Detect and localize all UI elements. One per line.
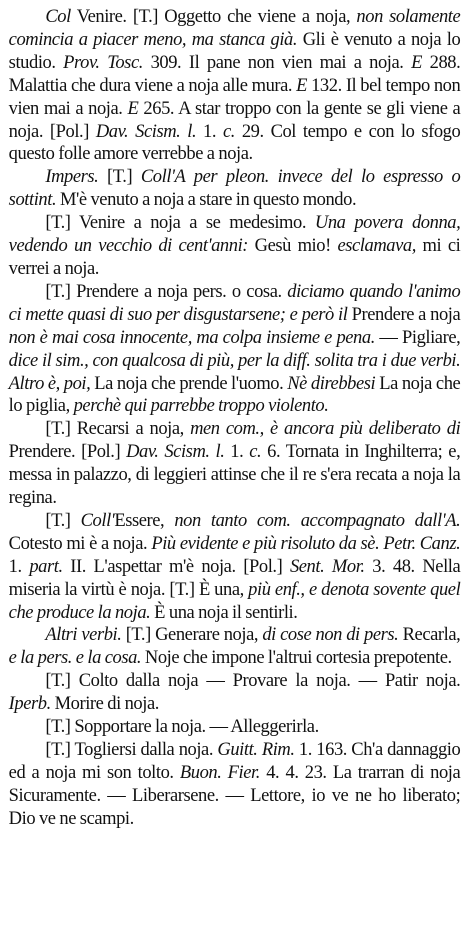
- roman-text: Venire. [T.] Oggetto che viene a noja,: [70, 6, 357, 27]
- roman-text: 309. Il pane non vien mai a noja.: [142, 51, 412, 73]
- roman-text: Gli è venuto a noja lo studio.: [8, 28, 461, 73]
- roman-text: [T.] Colto dalla noja — Provare la noja. — Patir noja.: [45, 670, 461, 692]
- roman-text: II. L'aspettar m'è noja. [Pol.]: [62, 555, 290, 577]
- roman-text: [T.] Generare noja,: [121, 624, 263, 646]
- roman-text: Gesù mio!: [248, 235, 338, 257]
- italic-text: E: [411, 51, 423, 73]
- italic-text: E: [296, 74, 308, 96]
- italic-text: Dav. Scism. l.: [95, 120, 197, 142]
- italic-text: c.: [249, 441, 262, 463]
- roman-text: 1.: [8, 555, 30, 577]
- italic-text: esclamava,: [337, 235, 416, 257]
- entry-impers: [9, 166, 461, 212]
- roman-text: Prendere. [Pol.]: [8, 441, 127, 463]
- entry-venire-a-se-medesimo: [9, 212, 461, 281]
- italic-text: perchè qui parrebbe troppo violento.: [73, 395, 329, 417]
- roman-text: — Pigliare,: [374, 326, 461, 348]
- entry-recarsi-a-noja: [9, 418, 461, 510]
- roman-text: 3. 48. Nella miseria la virtù è noja. [T.] È una,: [8, 555, 461, 600]
- italic-text: non è mai cosa innocente, ma colpa insieme e pena.: [8, 326, 375, 348]
- italic-text: Col: [45, 6, 71, 27]
- entry-col-venire: [9, 6, 461, 166]
- roman-text: 29. Col tempo e con lo sfogo questo folle amore verrebbe a noja.: [8, 120, 461, 165]
- italic-text: c.: [222, 120, 235, 142]
- roman-text: 1. 163. Ch'a dannaggio ed a noja mi son tolto.: [8, 739, 461, 783]
- italic-text: part.: [29, 555, 63, 577]
- roman-text: [T.]: [45, 509, 81, 531]
- italic-text: Coll'A per pleon. invece del lo espresso o sottint.: [8, 166, 461, 211]
- italic-text: Dav. Scism. l.: [126, 441, 225, 463]
- entry-sopportare: [9, 716, 461, 739]
- roman-text: Prendere a noja: [347, 303, 461, 325]
- italic-text: Sent. Mor.: [289, 555, 365, 577]
- entry-prendere-a-noja: [9, 281, 461, 418]
- italic-text: E: [127, 97, 139, 119]
- italic-text: dice il sim., con qualcosa di più, per la diff. solita tra i due verbi. Altro è, poi,: [8, 349, 461, 394]
- italic-text: Impers.: [45, 166, 99, 188]
- roman-text: [T.] Togliersi dalla noja.: [45, 739, 218, 760]
- italic-text: Buon. Fier.: [179, 761, 260, 783]
- italic-text: Più evidente e più risoluto da sè. Petr. Canz.: [151, 532, 461, 554]
- entry-togliersi: [9, 739, 461, 831]
- roman-text: [T.]: [98, 166, 141, 188]
- italic-text: più enf., e denota sovente quel che produce la noja.: [8, 578, 461, 623]
- italic-text: Prov. Tosc.: [63, 51, 143, 73]
- italic-text: diciamo quando l'animo ci mette quasi di suo per disgustarsene; e però il: [8, 280, 461, 325]
- italic-text: Coll': [80, 509, 115, 531]
- italic-text: di cose non di pers.: [262, 624, 399, 646]
- roman-text: [T.] Venire a noja a se medesimo.: [45, 212, 315, 234]
- italic-text: Altri verbi.: [45, 624, 122, 646]
- roman-text: 132. Il bel tempo non vien mai a noja.: [8, 74, 461, 119]
- roman-text: La noja che prende l'uomo.: [90, 372, 288, 394]
- italic-text: Nè direbbesi: [287, 372, 376, 394]
- entry-altri-verbi: [9, 624, 461, 670]
- roman-text: [T.] Prendere a noja pers. o cosa.: [45, 280, 288, 302]
- italic-text: e la pers. e la cosa.: [8, 647, 142, 669]
- italic-text: non tanto com. accompagnato dall'A.: [174, 509, 461, 531]
- roman-text: M'è venuto a noja a stare in questo mondo.: [56, 189, 357, 211]
- roman-text: Recarla,: [398, 624, 461, 646]
- roman-text: È una noja il sentirli.: [150, 601, 298, 623]
- roman-text: Cotesto mi è a noja.: [8, 532, 152, 554]
- roman-text: 1.: [224, 441, 250, 463]
- entry-colto-dalla-noja: [9, 670, 461, 716]
- roman-text: Noje che impone l'altrui cortesia prepotente.: [141, 647, 452, 669]
- italic-text: men com., è ancora più deliberato di: [190, 418, 461, 440]
- roman-text: Morire di noja.: [50, 693, 159, 715]
- roman-text: 265. A star troppo con la gente se gli viene a noja. [Pol.]: [8, 97, 461, 142]
- roman-text: La noja che lo piglia,: [8, 372, 461, 417]
- italic-text: Una povera donna, vedendo un vecchio di cent'anni:: [8, 212, 461, 257]
- roman-text: 6. Tornata in Inghilterra; e, messa in palazzo, di leggieri attinse che il re s'era recata a noja la regina.: [8, 441, 461, 509]
- italic-text: Guitt. Rim.: [217, 739, 295, 760]
- italic-text: non solamente comincia a piacer meno, ma stanca già.: [8, 6, 461, 50]
- roman-text: Essere,: [114, 509, 175, 531]
- roman-text: 4. 4. 23. La trarran di noja Sicuramente. — Liberarsene. — Lettore, io ve ne ho liberato; Dio ve ne scampi.: [8, 761, 461, 829]
- roman-text: 288. Malattia che dura viene a noja alle mura.: [8, 51, 461, 96]
- roman-text: [T.] Sopportare la noja. — Alleggerirla.: [45, 716, 319, 738]
- roman-text: [T.] Recarsi a noja,: [45, 418, 191, 440]
- italic-text: Iperb.: [8, 693, 51, 715]
- roman-text: mi ci verrei a noja.: [8, 235, 461, 279]
- roman-text: 1.: [196, 120, 223, 142]
- entry-coll-essere: [9, 510, 461, 625]
